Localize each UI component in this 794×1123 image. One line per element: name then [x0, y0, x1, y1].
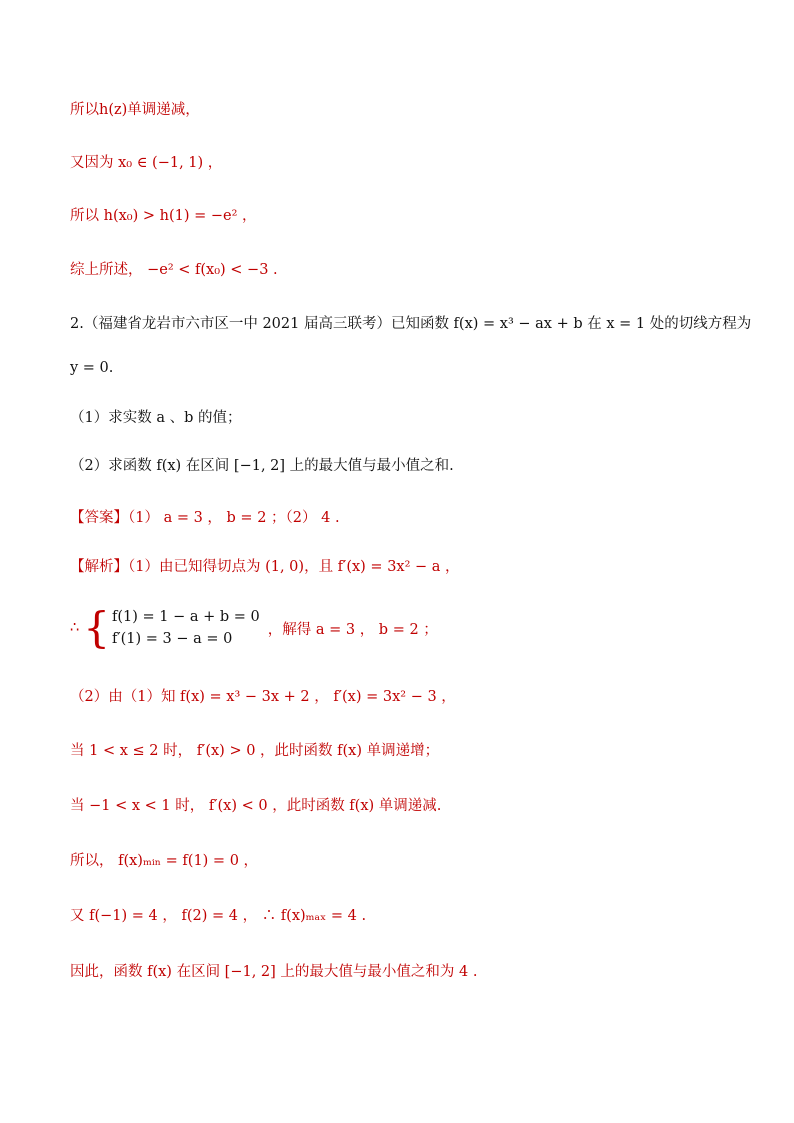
- analysis-label: 【解析】: [70, 559, 128, 575]
- text-line-conclusion: 综上所述， −e² < f(x₀) < −3 .: [70, 262, 278, 278]
- left-brace: {: [83, 603, 110, 652]
- problem-statement: 2.（福建省龙岩市六市区一中 2021 届高三联考）已知函数 f(x) = x³ − ax + b 在 x = 1 处的切线方程为: [70, 316, 752, 332]
- equation-system: [70, 603, 438, 652]
- analysis-line-8: 因此，函数 f(x) 在区间 [−1, 2] 上的最大值与最小值之和为 4 .: [70, 964, 478, 980]
- analysis-line-4: 当 1 < x ≤ 2 时， f′(x) > 0 ，此时函数 f(x) 单调递增；: [70, 743, 440, 759]
- equation-1: f(1) = 1 − a + b = 0: [111, 609, 260, 625]
- answer-line: [70, 508, 340, 528]
- analysis-line-3: （2）由（1）知 f(x) = x³ − 3x + 2 ， f′(x) = 3x² − 3 ，: [70, 689, 456, 705]
- system-result: ，解得 a = 3 ， b = 2 ；: [267, 621, 438, 638]
- text-line-x0-range: 又因为 x₀ ∈ (−1, 1) ，: [70, 155, 223, 171]
- question-2: （2）求函数 f(x) 在区间 [−1, 2] 上的最大值与最小值之和.: [70, 458, 454, 474]
- problem-statement-cont: y = 0.: [70, 360, 114, 376]
- analysis-line-6: 所以， f(x)ₘᵢₙ = f(1) = 0 ，: [70, 853, 259, 869]
- analysis-line-7: 又 f(−1) = 4 ， f(2) = 4 ， ∴ f(x)ₘₐₓ = 4 .: [70, 908, 367, 924]
- question-1: （1）求实数 a 、b 的值；: [70, 410, 242, 426]
- therefore-symbol: ∴: [70, 620, 80, 636]
- equation-rows: [112, 606, 260, 650]
- analysis-line-5: 当 −1 < x < 1 时， f′(x) < 0 ，此时函数 f(x) 单调递减.: [70, 798, 442, 814]
- answer-label: 【答案】: [70, 510, 128, 526]
- text-line-h-decreasing: 所以h(z)单调递减，: [70, 102, 200, 118]
- answer-text: （1） a = 3 ， b = 2 ；（2） 4 .: [128, 510, 340, 526]
- text-line-h-inequality: 所以 h(x₀) > h(1) = −e² ，: [70, 208, 257, 224]
- analysis-text-1: （1）由已知得切点为 (1, 0)，且 f′(x) = 3x² − a ，: [128, 559, 460, 575]
- equation-2: f′(1) = 3 − a = 0: [111, 631, 233, 647]
- analysis-line-1: [70, 557, 460, 577]
